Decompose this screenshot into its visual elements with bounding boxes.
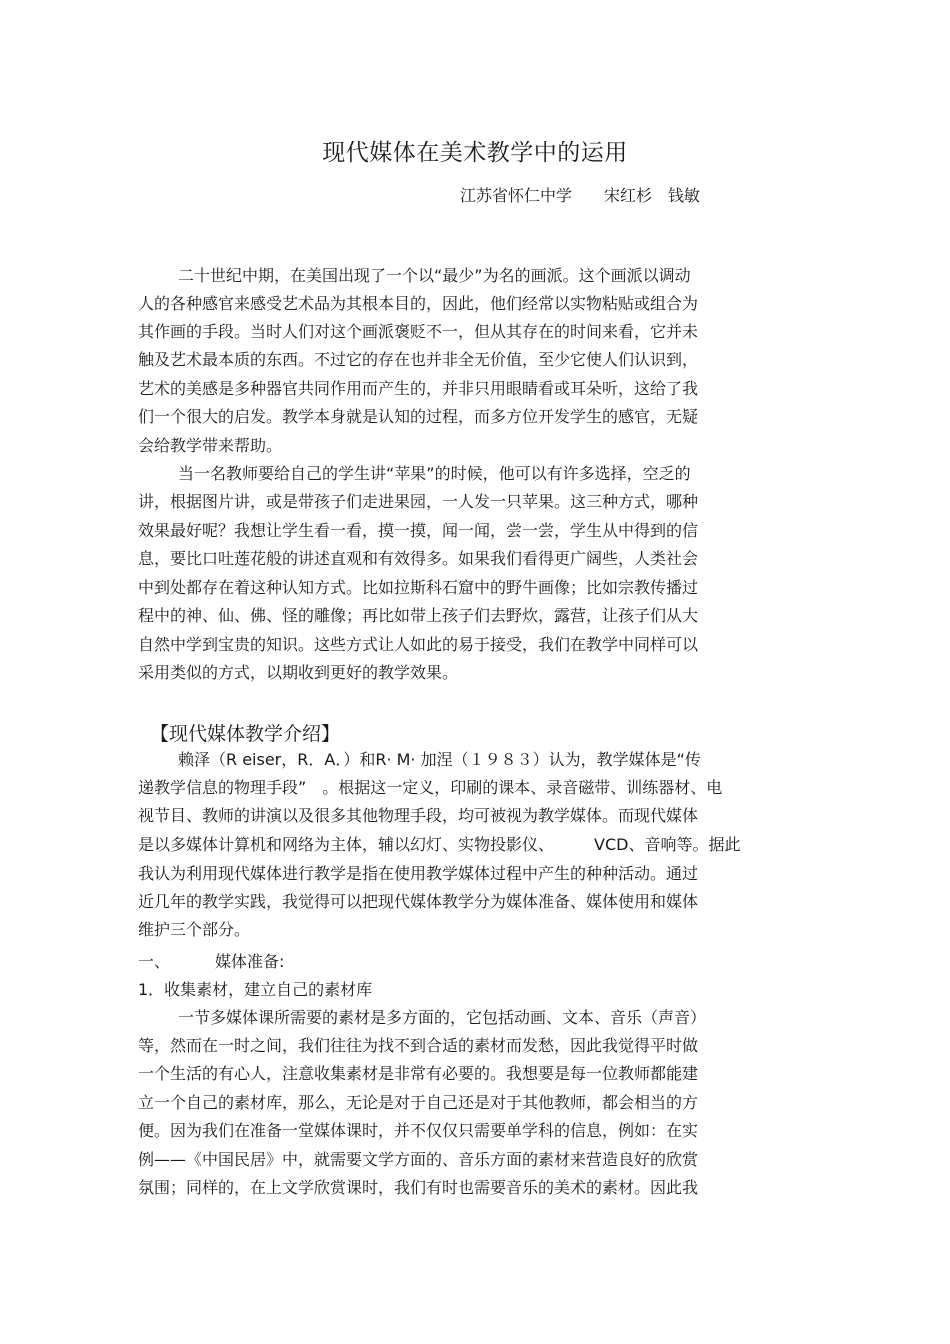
text-line: 当一名教师要给自己的学生讲“苹果”的时候，他可以有许多选择，空乏的: [178, 464, 691, 483]
text-line: 艺术的美感是多种器官共同作用而产生的，并非只用眼睛看或耳朵听，这给了我: [138, 379, 699, 398]
text-line: 例——《中国民居》中，就需要文学方面的、音乐方面的素材来营造良好的欣赏: [138, 1150, 699, 1169]
text-line: 会给教学带来帮助。: [138, 436, 283, 455]
text-line: 一节多媒体课所需要的素材是多方面的，它包括动画、文本、音乐（声音）: [178, 1008, 707, 1027]
text-line: 赖泽（R eiser，R．A．）和R· M· 加涅（１９８３）认为，教学媒体是“传: [178, 750, 701, 769]
text-line: 维护三个部分。: [138, 920, 251, 939]
subheading-line: 1．收集素材，建立自己的素材库: [138, 980, 373, 999]
author-byline: 江苏省怀仁中学 宋红杉 钱敏: [460, 186, 701, 205]
text-line: 人的各种感官来感受艺术品为其根本目的，因此，他们经常以实物粘贴或组合为: [138, 294, 699, 313]
text-line: 自然中学到宝贵的知识。这些方式让人如此的易于接受，我们在教学中同样可以: [138, 635, 699, 654]
text-line: 递教学信息的物理手段” 。根据这一定义，印刷的课本、录音磁带、训练器材、电: [138, 778, 723, 797]
text-line: 等，然而在一时之间，我们往往为找不到合适的素材而发愁，因此我觉得平时做: [138, 1036, 699, 1055]
list-item-text: 媒体准备:: [215, 952, 285, 971]
text-line: 近几年的教学实践，我觉得可以把现代媒体教学分为媒体准备、媒体使用和媒体: [138, 892, 699, 911]
text-line: 其作画的手段。当时人们对这个画派褒贬不一，但从其存在的时间来看，它并未: [138, 322, 699, 341]
text-line: 触及艺术最本质的东西。不过它的存在也并非全无价值，至少它使人们认识到，: [138, 350, 699, 369]
text-line: 讲，根据图片讲，或是带孩子们走进果园，一人发一只苹果。这三种方式，哪种: [138, 492, 699, 511]
text-line: 息，要比口吐莲花般的讲述直观和有效得多。如果我们看得更广阔些，人类社会: [138, 549, 699, 568]
text-line: 我认为利用现代媒体进行教学是指在使用教学媒体过程中产生的种种活动。通过: [138, 864, 699, 883]
page-title: 现代媒体在美术教学中的运用: [322, 140, 628, 166]
text-line: 中到处都存在着这种认知方式。比如拉斯科石窟中的野牛画像；比如宗教传播过: [138, 578, 699, 597]
text-line: 视节目、教师的讲演以及很多其他物理手段，均可被视为教学媒体。而现代媒体: [138, 806, 699, 825]
text-line: 是以多媒体计算机和网络为主体，辅以幻灯、实物投影仪、 VCD、音响等。据此: [138, 835, 741, 854]
text-line: 一个生活的有心人，注意收集素材是非常有必要的。我想要是每一位教师都能建: [138, 1064, 699, 1083]
text-line: 们一个很大的启发。教学本身就是认知的过程，而多方位开发学生的感官，无疑: [138, 407, 699, 426]
text-line: 效果最好呢？我想让学生看一看，摸一摸，闻一闻，尝一尝，学生从中得到的信: [138, 521, 699, 540]
text-line: 采用类似的方式，以期收到更好的教学效果。: [138, 663, 459, 682]
section-heading: 【现代媒体教学介绍】: [150, 723, 341, 745]
text-line: 氛围；同样的，在上文学欣赏课时，我们有时也需要音乐的美术的素材。因此我: [138, 1178, 699, 1197]
text-line: 程中的神、仙、佛、怪的雕像；再比如带上孩子们去野炊，露营，让孩子们从大: [138, 606, 699, 625]
text-line: 二十世纪中期，在美国出现了一个以“最少”为名的画派。这个画派以调动: [178, 266, 691, 285]
text-line: 立一个自己的素材库，那么，无论是对于自己还是对于其他教师，都会相当的方: [138, 1093, 699, 1112]
list-item-number: 一、: [138, 952, 171, 971]
text-line: 便。因为我们在准备一堂媒体课时，并不仅仅只需要单学科的信息，例如：在实: [138, 1121, 699, 1140]
